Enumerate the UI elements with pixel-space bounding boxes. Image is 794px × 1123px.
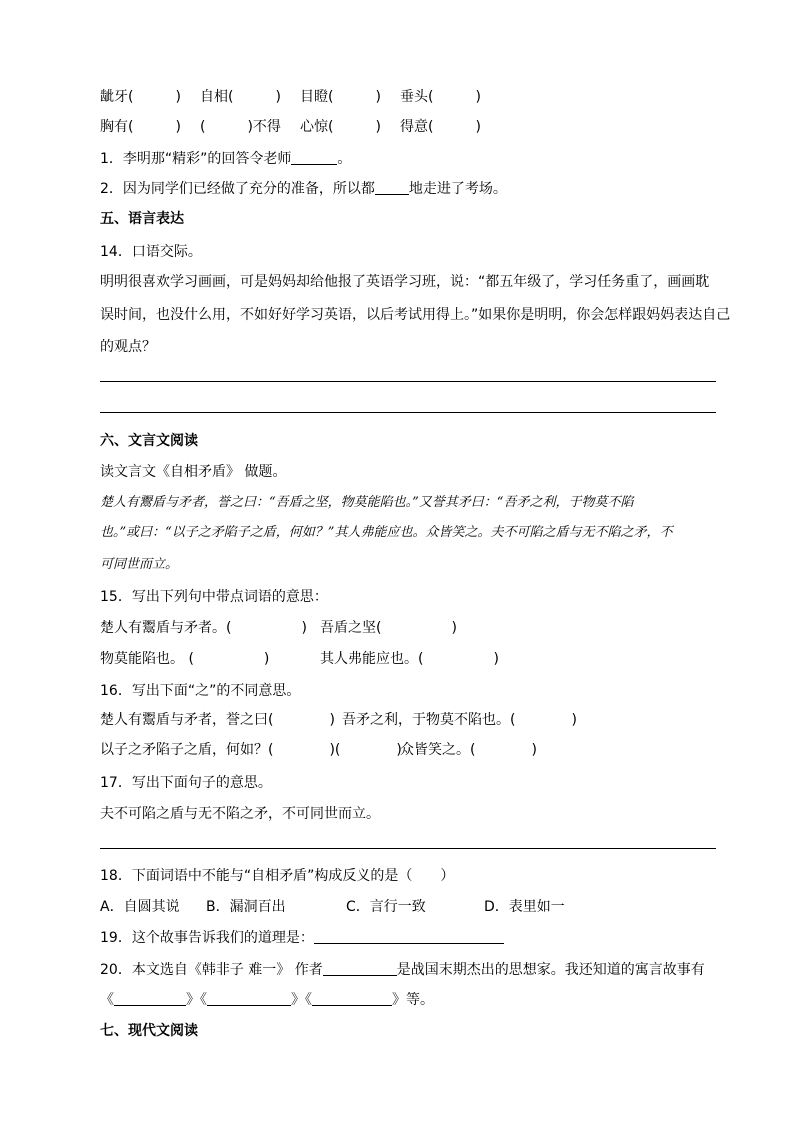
idiom-blank[interactable]: 龇牙( ): [100, 89, 181, 105]
question-1: [100, 150, 351, 168]
question-14-para-3: 的观点？: [100, 339, 156, 355]
idiom-blank[interactable]: 目瞪( ): [300, 89, 381, 105]
answer-blank[interactable]: 众皆笑之。( ): [400, 742, 537, 758]
question-20-text: 20．本文选自《韩非子 难一》 作者: [100, 962, 323, 978]
idiom-row-1: [100, 88, 481, 106]
option-b[interactable]: B．漏洞百出: [206, 899, 286, 915]
answer-blank[interactable]: 吾盾之坚( ): [320, 620, 457, 636]
answer-blank[interactable]: [375, 180, 409, 195]
classical-text-line-3: 可同世而立。: [100, 557, 179, 572]
answer-line[interactable]: [100, 412, 716, 413]
answer-blank[interactable]: 以子之矛陷子之盾，何如？( )( ): [100, 742, 402, 758]
question-16-row-2: [100, 741, 537, 759]
answer-blank[interactable]: 楚人有鬻盾与矛者，誉之曰( ): [100, 712, 335, 728]
answer-blank[interactable]: [314, 929, 504, 944]
answer-blank[interactable]: [207, 991, 291, 1006]
question-19-text: 19．这个故事告诉我们的道理是：: [100, 930, 314, 946]
idiom-blank[interactable]: 心惊( ): [300, 119, 381, 135]
question-20-text-cont: 是战国末期杰出的思想家。我还知道的寓言故事有: [396, 962, 705, 978]
reading-instruction: 读文言文《自相矛盾》 做题。: [100, 464, 287, 480]
answer-blank[interactable]: 楚人有鬻盾与矛者。( ): [100, 620, 307, 636]
idiom-row-2: [100, 118, 481, 136]
question-14-title: 14．口语交际。: [100, 244, 202, 260]
section-title-7: 七、现代文阅读: [100, 1023, 198, 1039]
idiom-blank[interactable]: 自相( ): [200, 89, 281, 105]
question-18-options: [100, 898, 565, 916]
question-1-text: 1．李明那“精彩”的回答令老师: [100, 151, 292, 167]
question-16-row-1: [100, 711, 577, 729]
question-14-para-2: 误时间，也没什么用，不如好好学习英语，以后考试用得上。”如果你是明明，你会怎样跟妈妈表达自己: [100, 307, 731, 323]
idiom-blank[interactable]: 胸有( ): [100, 119, 181, 135]
question-18-title: 18．下面词语中不能与“自相矛盾”构成反义的是（ ）: [100, 868, 455, 884]
answer-blank[interactable]: [323, 961, 397, 976]
idiom-blank[interactable]: 得意( ): [400, 119, 481, 135]
answer-blank[interactable]: [312, 991, 392, 1006]
question-16-title: 16．写出下面“之”的不同意思。: [100, 683, 301, 699]
section-title-5: 五、语言表达: [100, 211, 184, 227]
option-a[interactable]: A．自圆其说: [100, 899, 180, 915]
question-17-title: 17．写出下面句子的意思。: [100, 775, 272, 791]
answer-blank[interactable]: 物莫能陷也。 ( ): [100, 651, 270, 667]
option-c[interactable]: C．言行一致: [346, 899, 426, 915]
question-15-title: 15．写出下列句中带点词语的意思：: [100, 589, 328, 605]
answer-blank[interactable]: [291, 150, 337, 165]
question-20-line-2: [100, 991, 434, 1009]
question-17-sentence: 夫不可陷之盾与无不陷之矛，不可同世而立。: [100, 806, 380, 822]
answer-blank[interactable]: [114, 991, 186, 1006]
question-2-text: 2．因为同学们已经做了充分的准备，所以都: [100, 181, 375, 197]
question-20-line-1: [100, 961, 705, 979]
question-14-para-1: 明明很喜欢学习画画，可是妈妈却给他报了英语学习班，说：“都五年级了，学习任务重了，画画耽: [100, 274, 710, 290]
bracket-close: 》等。: [392, 992, 434, 1008]
question-2-end: 地走进了考场。: [408, 181, 507, 197]
bracket-mid: 》《: [291, 992, 312, 1008]
answer-blank[interactable]: 吾矛之利，于物莫不陷也。( ): [342, 712, 577, 728]
answer-line[interactable]: [100, 381, 716, 382]
question-15-row-1: [100, 619, 457, 637]
question-15-row-2: [100, 650, 499, 668]
bracket-mid: 》《: [186, 992, 207, 1008]
answer-line[interactable]: [100, 848, 716, 849]
question-19: [100, 929, 504, 947]
classical-text-line-1: 楚人有鬻盾与矛者，誉之曰：“吾盾之坚，物莫能陷也。”又誉其矛曰：“吾矛之利，于物莫不陷: [100, 495, 634, 510]
idiom-blank[interactable]: ( )不得: [200, 119, 281, 135]
question-1-end: 。: [337, 151, 352, 167]
question-2: [100, 180, 507, 198]
section-title-6: 六、文言文阅读: [100, 433, 198, 449]
idiom-blank[interactable]: 垂头( ): [400, 89, 481, 105]
bracket-open: 《: [100, 992, 114, 1008]
classical-text-line-2: 也。”或曰：“以子之矛陷子之盾，何如？”其人弗能应也。众皆笑之。夫不可陷之盾与无不陷之矛，不: [100, 525, 673, 540]
answer-blank[interactable]: 其人弗能应也。( ): [320, 651, 499, 667]
option-d[interactable]: D．表里如一: [484, 899, 565, 915]
